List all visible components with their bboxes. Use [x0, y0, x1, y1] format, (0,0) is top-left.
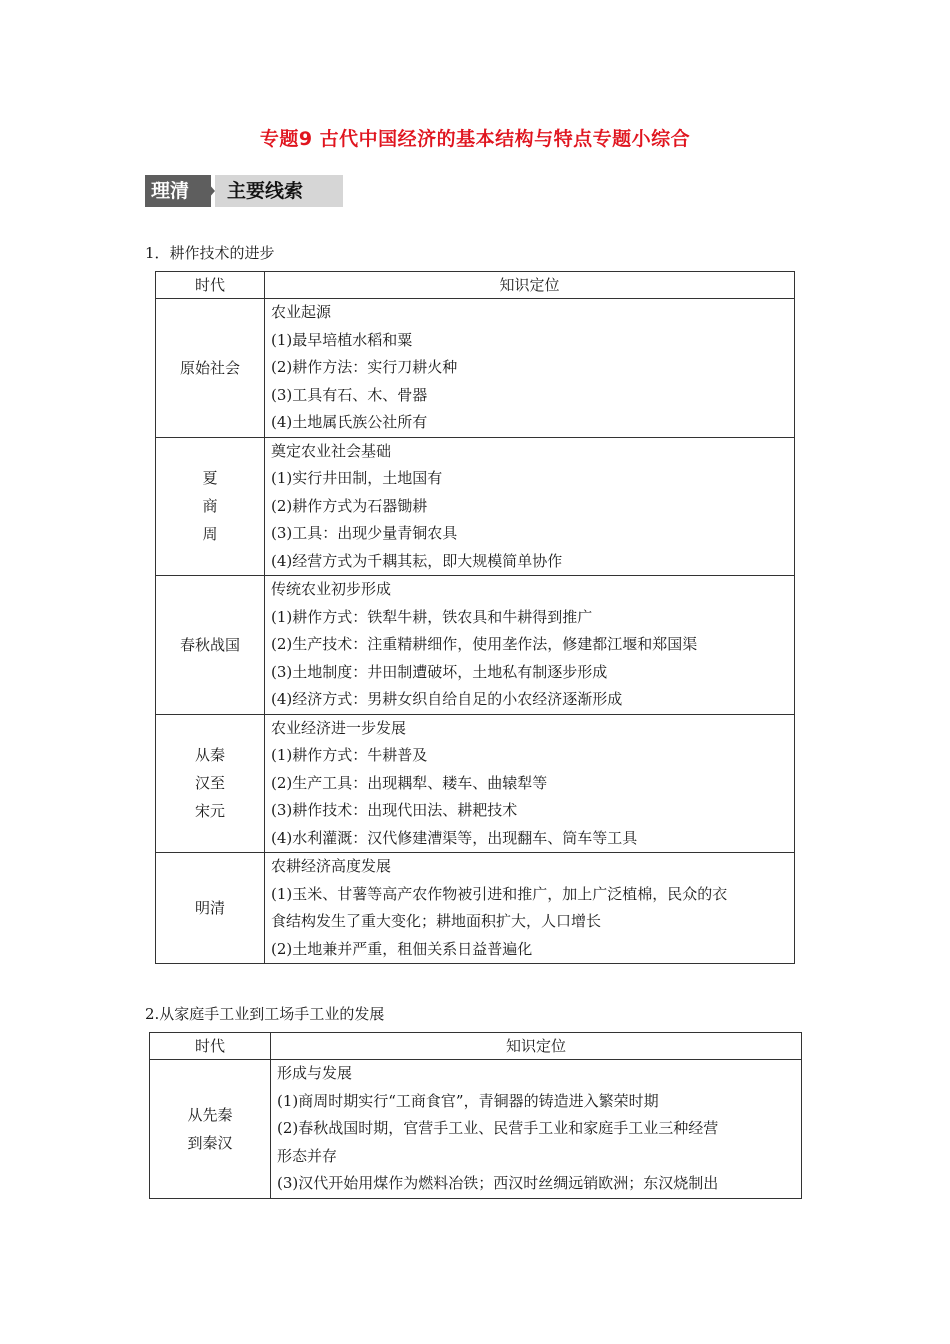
- era-label: 从先秦: [187, 1105, 233, 1124]
- column-header-era: 时代: [150, 1033, 271, 1060]
- era-label: 宋元: [194, 802, 225, 821]
- section1-heading: 1．耕作技术的进步: [145, 244, 275, 262]
- content-line: (2)生产工具：出现耦犁、耧车、曲辕犁等: [271, 773, 548, 792]
- content-subheading: 奠定农业社会基础: [271, 441, 392, 460]
- content-line: (4)经济方式：男耕女织自给自足的小农经济逐渐形成: [271, 690, 623, 708]
- content-line: (1)玉米、甘薯等高产农作物被引进和推广，加上广泛植棉，民众的衣: [271, 884, 728, 903]
- banner-label-right: 主要线索: [215, 175, 343, 207]
- content-cell: [265, 853, 795, 964]
- era-label: 商: [202, 497, 218, 516]
- era-label: 春秋战国: [179, 635, 240, 654]
- era-label: 明清: [194, 899, 225, 917]
- content-line: (1)商周时期实行“工商食官”，青铜器的铸造进入繁荣时期: [277, 1091, 659, 1110]
- content-line: (3)汉代开始用煤作为燃料冶铁；西汉时丝绸远销欧洲；东汉烧制出: [277, 1174, 719, 1192]
- content-cell: [265, 576, 795, 715]
- content-line: (1)最早培植水稻和粟: [271, 330, 413, 349]
- era-cell: [150, 1060, 271, 1199]
- content-subheading: 农业起源: [271, 303, 332, 321]
- table-row: [156, 576, 795, 715]
- content-subheading: 传统农业初步形成: [271, 580, 392, 598]
- content-subheading: 农业经济进一步发展: [271, 718, 407, 737]
- era-label: 汉至: [194, 774, 225, 793]
- content-subheading: 形成与发展: [277, 1064, 353, 1082]
- content-line: (3)工具有石、木、骨器: [271, 385, 428, 404]
- content-line: (2)耕作方法：实行刀耕火种: [271, 358, 458, 376]
- content-line: (1)耕作方式：牛耕普及: [271, 746, 428, 764]
- content-line: (1)实行井田制，土地国有: [271, 469, 443, 487]
- era-label: 夏: [202, 469, 218, 488]
- content-line: (4)土地属氏族公社所有: [271, 413, 428, 431]
- content-line: (3)土地制度：井田制遭破坏，土地私有制逐步形成: [271, 662, 608, 681]
- banner-label-left: 理清: [145, 175, 211, 207]
- content-cell: [265, 299, 795, 438]
- content-cell: [271, 1060, 802, 1199]
- column-header-content: 知识定位: [265, 272, 795, 299]
- content-line: (2)生产技术：注重精耕细作，使用垄作法，修建都江堰和郑国渠: [271, 635, 698, 653]
- content-line: (2)土地兼并严重，租佃关系日益普遍化: [271, 939, 533, 958]
- content-cell: [265, 437, 795, 576]
- content-line: (3)耕作技术：出现代田法、耕耙技术: [271, 801, 518, 819]
- content-line: (4)水利灌溉：汉代修建漕渠等，出现翻车、筒车等工具: [271, 828, 638, 847]
- table-row: [156, 714, 795, 853]
- content-line: (1)耕作方式：铁犁牛耕，铁农具和牛耕得到推广: [271, 607, 593, 626]
- content-subheading: 农耕经济高度发展: [271, 857, 392, 875]
- era-cell: [156, 437, 265, 576]
- content-line: (3)工具：出现少量青铜农具: [271, 524, 458, 542]
- era-label: 原始社会: [179, 358, 240, 377]
- table-handicraft-development: [149, 1032, 802, 1199]
- table-row: [156, 299, 795, 438]
- era-cell: [156, 714, 265, 853]
- era-label: 周: [202, 525, 218, 544]
- table-row: [150, 1060, 802, 1199]
- table-row: [156, 853, 795, 964]
- era-cell: [156, 299, 265, 438]
- content-line: 食结构发生了重大变化；耕地面积扩大，人口增长: [271, 912, 602, 930]
- document-title: 专题9 古代中国经济的基本结构与特点专题小综合: [259, 128, 691, 150]
- era-cell: [156, 853, 265, 964]
- column-header-content: 知识定位: [271, 1033, 802, 1060]
- column-header-era: 时代: [156, 272, 265, 299]
- banner-arrow-icon: [201, 175, 215, 207]
- section2-heading: 2.从家庭手工业到工场手工业的发展: [145, 1005, 385, 1023]
- content-line: (2)耕作方式为石器锄耕: [271, 496, 428, 515]
- content-line: (4)经营方式为千耦其耘，即大规模简单协作: [271, 551, 563, 570]
- content-cell: [265, 714, 795, 853]
- era-cell: [156, 576, 265, 715]
- content-line: 形态并存: [277, 1146, 338, 1165]
- era-label: 到秦汉: [187, 1133, 233, 1152]
- section-banner: [145, 175, 343, 207]
- era-label: 从秦: [194, 746, 225, 765]
- content-line: (2)春秋战国时期，官营手工业、民营手工业和家庭手工业三种经营: [277, 1119, 719, 1137]
- table-farming-progress: [155, 271, 795, 964]
- table-row: [156, 437, 795, 576]
